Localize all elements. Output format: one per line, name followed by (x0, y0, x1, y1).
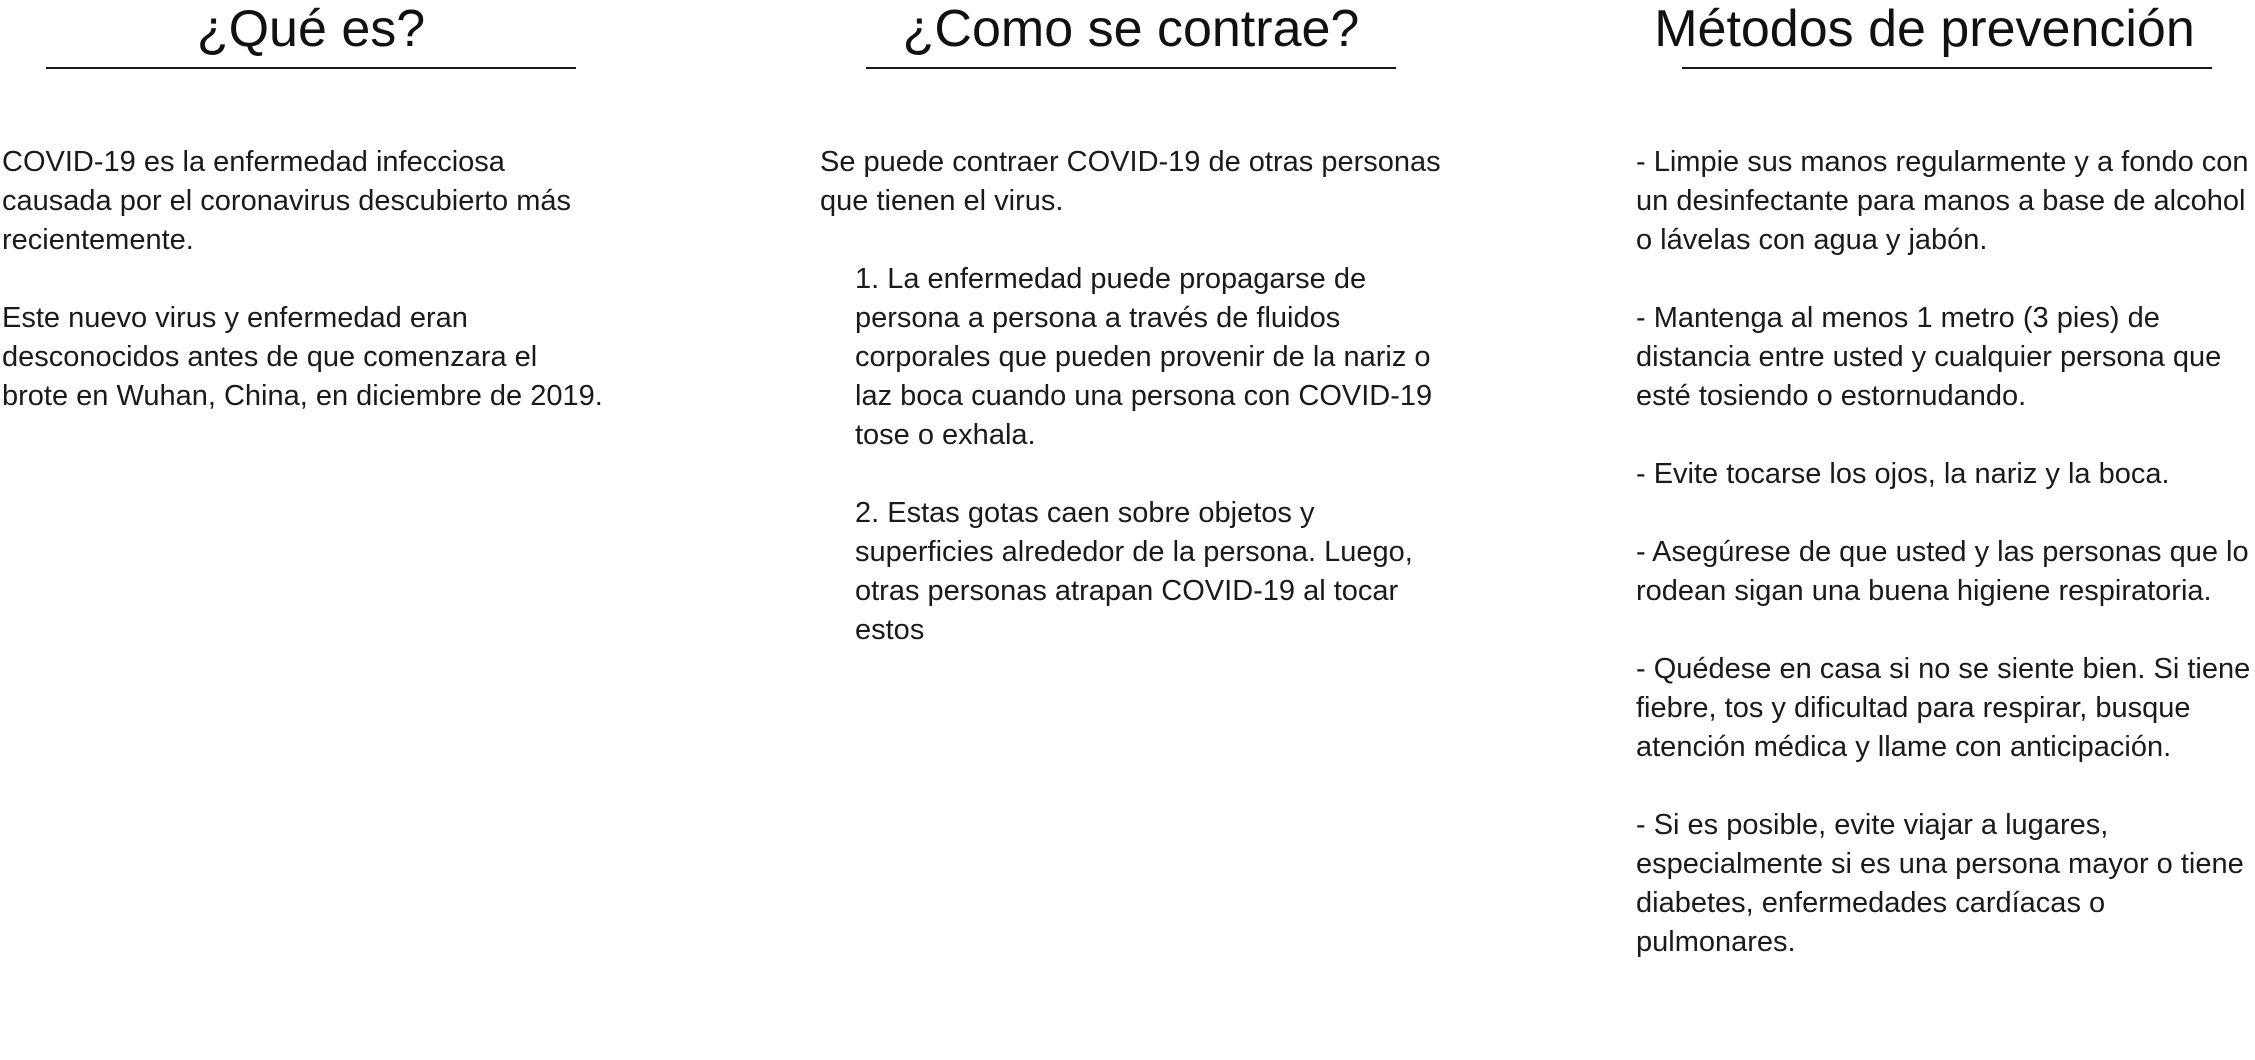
heading-underline (866, 67, 1396, 69)
column-heading-what-is: ¿Qué es? (196, 0, 426, 58)
prevention-item: - Si es posible, evite viajar a lugares, especialmente si es una persona mayor o tiene diabetes, enfermedades cardíacas o pulmonares. (1636, 809, 2244, 958)
prevention-item: - Quédese en casa si no se siente bien. Si tiene fiebre, tos y dificultad para respirar, busque atención médica y llame con anticipación. (1636, 653, 2251, 763)
prevention-item: - Limpie sus manos regularmente y a fondo con un desinfectante para manos a base de alcohol o lávelas con agua y jabón. (1636, 146, 2249, 256)
paragraph: COVID-19 es la enfermedad infecciosa causada por el coronavirus descubierto más recientemente. (2, 146, 572, 256)
paragraph: Este nuevo virus y enfermedad eran desconocidos antes de que comenzara el brote en Wuhan, China, en diciembre de 2019. (2, 302, 603, 412)
column-body-prevention (1636, 143, 2254, 1001)
numbered-item: 2. Estas gotas caen sobre objetos y superficies alrededor de la persona. Luego, otras personas atrapan COVID-19 al tocar estos (855, 497, 1413, 646)
prevention-item: - Asegúrese de que usted y las personas que lo rodean sigan una buena higiene respiratoria. (1636, 536, 2249, 607)
column-body-how-contracted (820, 143, 1450, 689)
heading-underline (46, 67, 576, 69)
prevention-item: - Mantenga al menos 1 metro (3 pies) de distancia entre usted y cualquier persona que esté tosiendo o estornudando. (1636, 302, 2222, 412)
column-heading-how-contracted: ¿Como se contrae? (902, 0, 1360, 58)
paragraph-intro: Se puede contraer COVID-19 de otras personas que tienen el virus. (820, 146, 1441, 217)
numbered-item: 1. La enfermedad puede propagarse de persona a persona a través de fluidos corporales que pueden provenir de la nariz o laz boca cuando una persona con COVID-19 tose o exhala. (855, 263, 1433, 451)
column-body-what-is (2, 143, 607, 455)
heading-underline (1682, 67, 2212, 69)
column-heading-prevention: Métodos de prevención (1654, 0, 2195, 58)
prevention-item: - Evite tocarse los ojos, la nariz y la boca. (1636, 458, 2170, 490)
